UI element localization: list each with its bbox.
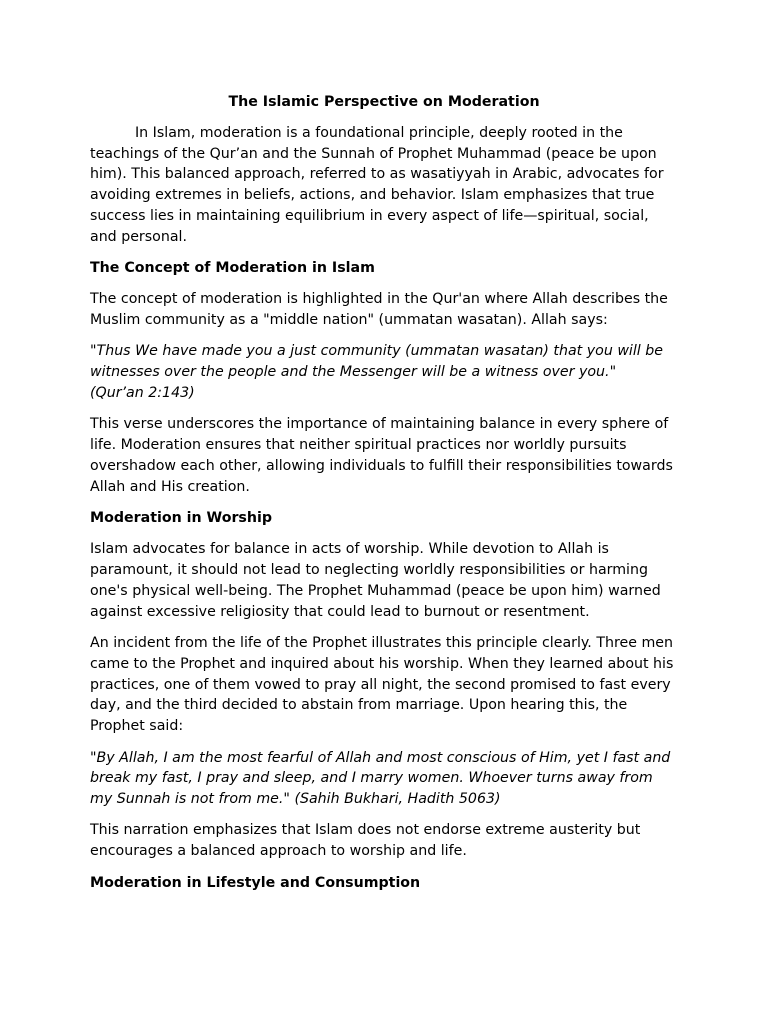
document-title: The Islamic Perspective on Moderation [228, 94, 540, 110]
verse-explanation-paragraph: This verse underscores the importance of maintaining balance in every sphere of life. Moderation ensures that neither spiritual practices nor worldly pursuits overshadow each other, allowing individuals to fulfill their responsibilities towards Allah and His creation. [90, 416, 673, 495]
quote-close-mark: " [609, 364, 617, 381]
quote-close-mark: " [283, 791, 290, 808]
section-heading-lifestyle: Moderation in Lifestyle and Consumption [90, 874, 421, 891]
section-heading-concept: The Concept of Moderation in Islam [90, 260, 375, 277]
quote-open-mark: " [90, 343, 97, 360]
document-page [90, 92, 678, 904]
worship-paragraph: Islam advocates for balance in acts of worship. While devotion to Allah is paramount, it should not lead to neglecting worldly responsibilities or harming one's physical well-being. The Prophet Muhammad (peace be upon him) warned against excessive religiosity that could lead to burnout or resentment. [90, 541, 661, 620]
hadith-quote-text: By Allah, I am the most fearful of Allah and most conscious of Him, yet I fast and break my fast, I pray and sleep, and I marry women. Whoever turns away from my Sunnah is not from me. [90, 749, 671, 808]
quran-quote [90, 341, 678, 403]
intro-paragraph: In Islam, moderation is a foundational principle, deeply rooted in the teachings of the Qur’an and the Sunnah of Prophet Muhammad (peace be upon him). This balanced approach, referred to as wasatiyyah in Arabic, advocates for avoiding extremes in beliefs, actions, and behavior. Islam emphasizes that true success lies in maintaining equilibrium in every aspect of life—spiritual, social, and personal. [90, 124, 664, 245]
incident-paragraph: An incident from the life of the Prophet illustrates this principle clearly. Three men came to the Prophet and inquired about his worship. When they learned about his practices, one of them vowed to pray all night, the second promised to fast every day, and the third decided to abstain from marriage. Upon hearing this, the Prophet said: [90, 635, 674, 735]
hadith-quote [90, 748, 678, 810]
concept-paragraph: The concept of moderation is highlighted in the Qur'an where Allah describes the Muslim community as a "middle nation" (ummatan wasatan). Allah says: [90, 291, 668, 329]
quote-open-mark: " [90, 749, 97, 766]
quran-quote-text: Thus We have made you a just community (ummatan wasatan) that you will be witnesses over the people and the Messenger will be a witness over you. [90, 343, 663, 381]
hadith-quote-source: (Sahih Bukhari, Hadith 5063) [294, 791, 501, 808]
section-heading-worship: Moderation in Worship [90, 510, 272, 527]
narration-paragraph: This narration emphasizes that Islam does not endorse extreme austerity but encourages a balanced approach to worship and life. [90, 822, 641, 860]
quran-quote-source: (Qur’an 2:143) [90, 385, 195, 402]
